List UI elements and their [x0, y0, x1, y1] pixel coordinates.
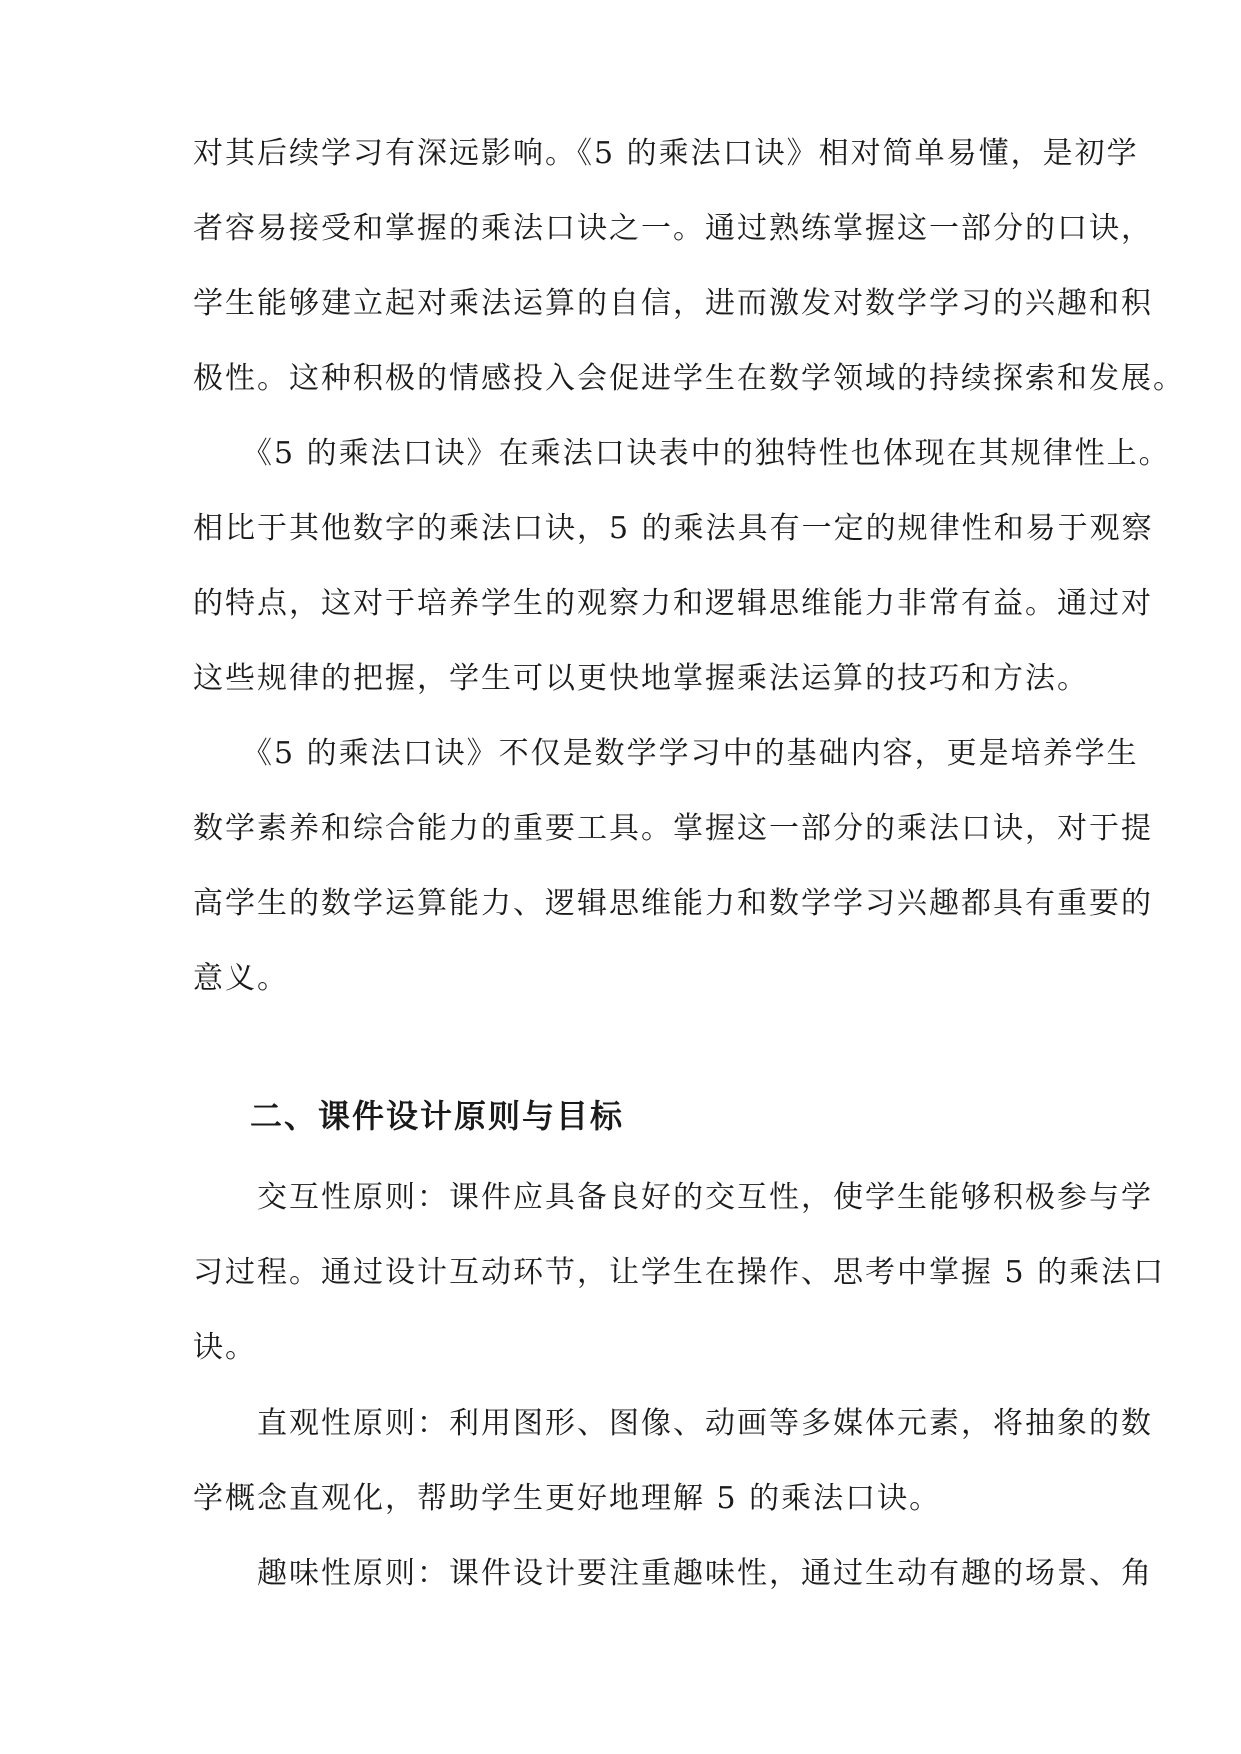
section-heading: 二、课件设计原则与目标: [250, 1097, 625, 1135]
paragraph-line: 交互性原则：课件应具备良好的交互性，使学生能够积极参与学: [193, 1180, 1153, 1215]
paragraph-line: 高学生的数学运算能力、逻辑思维能力和数学学习兴趣都具有重要的: [193, 886, 1153, 921]
paragraph-line: 数学素养和综合能力的重要工具。掌握这一部分的乘法口诀，对于提: [193, 811, 1153, 846]
paragraph-line: 的特点，这对于培养学生的观察力和逻辑思维能力非常有益。通过对: [193, 586, 1153, 621]
paragraph-line: 对其后续学习有深远影响。《5 的乘法口诀》相对简单易懂，是初学: [193, 136, 1139, 171]
paragraph-line: 极性。这种积极的情感投入会促进学生在数学领域的持续探索和发展。: [193, 361, 1185, 396]
paragraph-line: 直观性原则：利用图形、图像、动画等多媒体元素，将抽象的数: [193, 1406, 1153, 1441]
paragraph-line: 相比于其他数字的乘法口诀，5 的乘法具有一定的规律性和易于观察: [193, 511, 1154, 546]
paragraph-line: 学生能够建立起对乘法运算的自信，进而激发对数学学习的兴趣和积: [193, 286, 1153, 321]
paragraph-line: 《5 的乘法口诀》在乘法口诀表中的独特性也体现在其规律性上。: [193, 436, 1171, 471]
paragraph-line: 者容易接受和掌握的乘法口诀之一。通过熟练掌握这一部分的口诀，: [193, 211, 1153, 246]
paragraph-line: 《5 的乘法口诀》不仅是数学学习中的基础内容，更是培养学生: [193, 736, 1139, 771]
paragraph-line: 这些规律的把握，学生可以更快地掌握乘法运算的技巧和方法。: [193, 661, 1089, 696]
paragraph-line: 趣味性原则：课件设计要注重趣味性，通过生动有趣的场景、角: [193, 1556, 1153, 1591]
paragraph-line: 学概念直观化，帮助学生更好地理解 5 的乘法口诀。: [193, 1481, 942, 1516]
paragraph-line: 诀。: [193, 1330, 257, 1365]
paragraph-line: 习过程。通过设计互动环节，让学生在操作、思考中掌握 5 的乘法口: [193, 1255, 1166, 1290]
paragraph-line: 意义。: [193, 961, 289, 996]
